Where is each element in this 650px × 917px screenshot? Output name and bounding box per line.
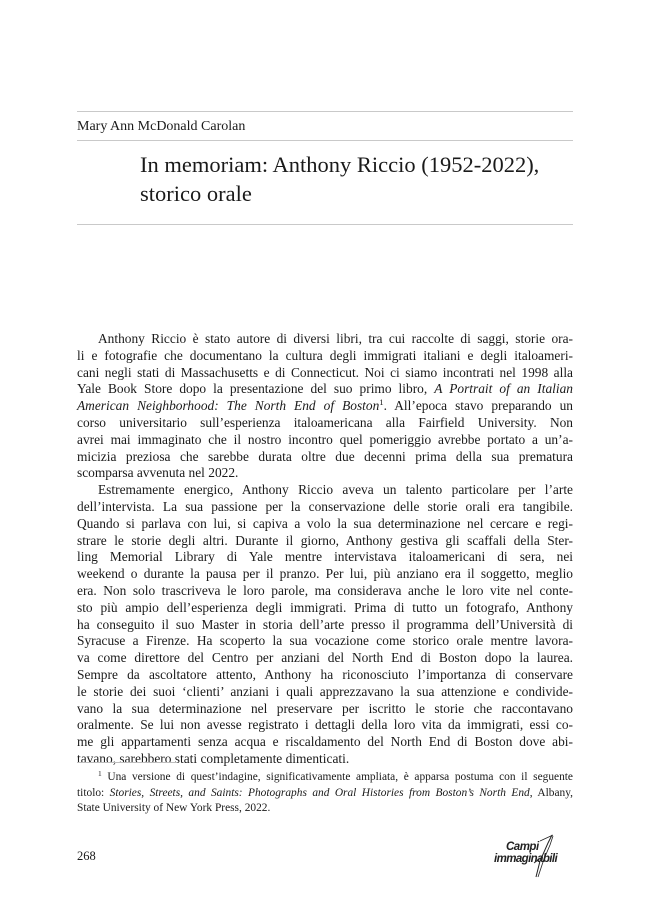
text-line: cani negli stati di Massachusetts e di Connecticut. Noi ci siamo incontrati nel 1998 alla: [77, 364, 573, 380]
footnote-line: titolo: Stories, Streets, and Saints: Photographs and Oral Histories from Boston’s North End, Albany,: [77, 786, 574, 799]
text-line: le storie dei suoi ‘clienti’ anziani i quali apprezzavano la sua attenzione e condivide-: [77, 683, 573, 699]
header-top-rule: [77, 111, 573, 112]
title-bottom-rule: [77, 224, 573, 225]
text-line: me gli appartamenti senza acqua e riscaldamento del North End di Boston dove abi-: [77, 734, 573, 750]
text-line: corso universitario sull’esperienza italoamericana alla Fairfield University. Non: [77, 414, 573, 430]
text-line: Yale Book Store dopo la presentazione del suo primo libro, A Portrait of an Italian: [77, 381, 573, 397]
text-line: Quando si parlava con lui, si capiva a volo la sua determinazione nel cercare e regi-: [77, 515, 573, 531]
article-title: [140, 150, 580, 208]
text-line: li e fotografie che documentano la cultura degli immigrati italiani e degli italoameri-: [77, 347, 573, 363]
header-mid-rule: [77, 140, 573, 141]
text-line: era. Non solo trascriveva le loro parole, ma considerava anche le loro vite nel conte-: [77, 582, 573, 598]
text-line: avrei mai immaginato che il nostro incontro quel pomeriggio avrebbe portato a un’a-: [77, 431, 573, 447]
text-line: oralmente. Se lui non avesse registrato i dettagli della loro vita da immigrati, essi co-: [77, 717, 573, 733]
text-line: strare le storie degli altri. Durante il giorno, Anthony gestiva gli scaffali della Ster-: [77, 532, 573, 548]
text-line: dell’intervista. La sua passione per la conservazione delle storie orali era tangibile.: [77, 498, 573, 514]
paragraph-2: [77, 482, 573, 768]
text-line: tavano, sarebbero stati completamente dimenticati.: [77, 750, 350, 766]
text-line: American Neighborhood: The North End of Boston$^1$. All’epoca stavo preparando un: [77, 397, 573, 414]
text-line: weekend o durante la pausa per il pranzo. Per lui, più anziano era il soggetto, meglio: [77, 566, 573, 582]
footnote-book-title: Stories, Streets, and Saints: Photographs and Oral Histories from Boston’s North End: [109, 786, 530, 799]
article-body: [77, 331, 573, 768]
text-line: Syracuse a Firenze. Ha scoperto la sua vocazione come storico orale mentre lavora-: [77, 633, 573, 649]
logo-text-campi: Campi: [506, 841, 539, 853]
book-title-italic: A Portrait of an Italian: [434, 381, 573, 397]
page-number: 268: [77, 849, 96, 863]
title-line-1: In memoriam: Anthony Riccio (1952-2022),: [140, 152, 540, 177]
footnote-marker[interactable]: 1: [379, 397, 384, 408]
book-title-italic: American Neighborhood: The North End of Boston: [77, 398, 380, 414]
text-line: Anthony Riccio è stato autore di diversi libri, tra cui raccolte di saggi, storie ora-: [98, 331, 573, 346]
footnote-line: $^1$ Una versione di quest’indagine, significativamente ampliata, è apparsa postuma con il seguente: [98, 768, 573, 783]
footnote-line: State University of New York Press, 2022.: [77, 802, 271, 814]
footnote: [77, 770, 573, 817]
text-line: Sempre da ascoltatore attento, Anthony ha riconosciuto l’importanza di conservare: [77, 666, 573, 682]
logo-text-immaginabili: immaginabili: [494, 853, 558, 865]
publisher-logo: [490, 833, 575, 878]
author-name: Mary Ann McDonald Carolan: [77, 119, 246, 134]
text-line: ling Memorial Library di Yale mentre intervistava italoamericani di sera, nei: [77, 549, 573, 565]
text-line: va come direttore del Centro per anziani del North End di Boston dopo la laurea.: [77, 650, 573, 666]
paragraph-1: [77, 331, 573, 482]
text-line: Estremamente energico, Anthony Riccio aveva un talento particolare per l’arte: [98, 482, 573, 498]
footnote-separator: [77, 762, 177, 763]
text-line: micizia preziosa che sarebbe durata oltre due decenni prima della sua prematura: [77, 448, 573, 464]
title-line-2: storico orale: [140, 181, 252, 206]
text-line: sto più ampio dell’esperienza degli immigrati. Prima di tutto un fotografo, Anthony: [77, 599, 573, 615]
footnote-number: 1: [98, 768, 102, 778]
text-line: vano la sua determinazione nel preservare per iscritto le storie che raccontavano: [77, 700, 573, 716]
text-line: ha conseguito il suo Master in storia dell’arte presso il programma dell’Università di: [77, 616, 573, 632]
text-line: scomparsa avvenuta nel 2022.: [77, 465, 239, 481]
